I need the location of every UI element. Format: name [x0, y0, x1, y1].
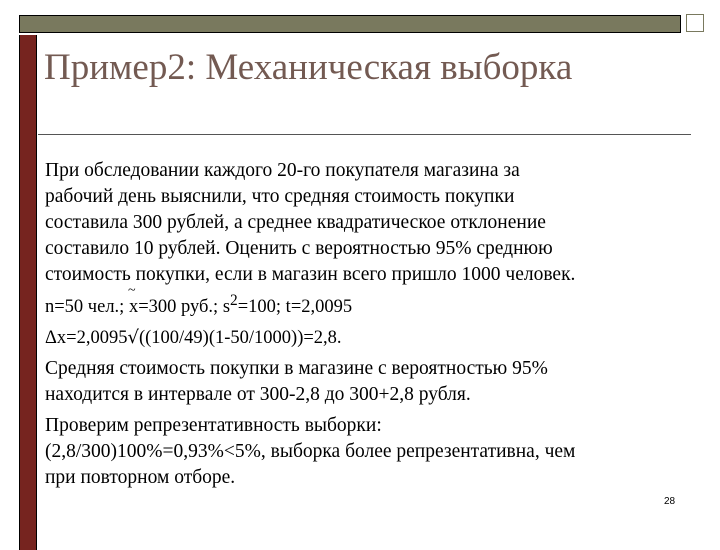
problem-statement — [45, 158, 705, 288]
check-line: (2,8/300)100%=0,93%<5%, выборка более репрезентативна, чем — [45, 441, 576, 463]
page-number: 28 — [664, 496, 676, 507]
problem-line: стоимость покупки, если в магазин всего пришло 1000 человек. — [45, 264, 576, 285]
conclusion-line: Средняя стоимость покупки в магазине с вероятностью 95% — [45, 358, 548, 380]
delta-rest: ((100/49)(1-50/1000))=2,8. — [138, 328, 342, 349]
problem-line: рабочий день выяснили, что средняя стоимость покупки — [45, 186, 515, 207]
delta-formula — [45, 325, 705, 351]
given-s-t: =100; t=2,0095 — [237, 297, 353, 318]
x-mean-symbol: ~ x — [129, 294, 138, 320]
problem-line: составила 300 рублей, а среднее квадратическое отклонение — [45, 212, 546, 233]
given-values — [45, 288, 705, 320]
problem-line: При обследовании каждого 20-го покупателя магазина за — [45, 160, 520, 181]
top-decorative-square — [686, 14, 704, 32]
sqrt-icon: √ — [127, 327, 139, 349]
check-line: Проверим репрезентативность выборки: — [45, 415, 382, 437]
given-x: =300 руб.; s — [138, 297, 231, 318]
representativeness-check — [45, 413, 705, 491]
left-decorative-bar — [19, 35, 37, 550]
slide-title: Пример2: Механическая выборка — [44, 47, 573, 88]
title-divider — [38, 134, 691, 135]
delta-prefix: Δx=2,0095 — [45, 328, 128, 349]
check-line: при повторном отборе. — [45, 467, 236, 489]
problem-line: составило 10 рублей. Оценить с вероятностью 95% среднюю — [45, 238, 553, 259]
top-decorative-bar — [19, 15, 681, 33]
slide-body — [45, 158, 705, 491]
conclusion — [45, 356, 705, 408]
conclusion-line: находится в интервале от 300-2,8 до 300+2,8 рубля. — [45, 384, 471, 406]
given-n: n=50 чел.; — [45, 297, 129, 318]
s-squared-exponent: 2 — [230, 292, 238, 309]
